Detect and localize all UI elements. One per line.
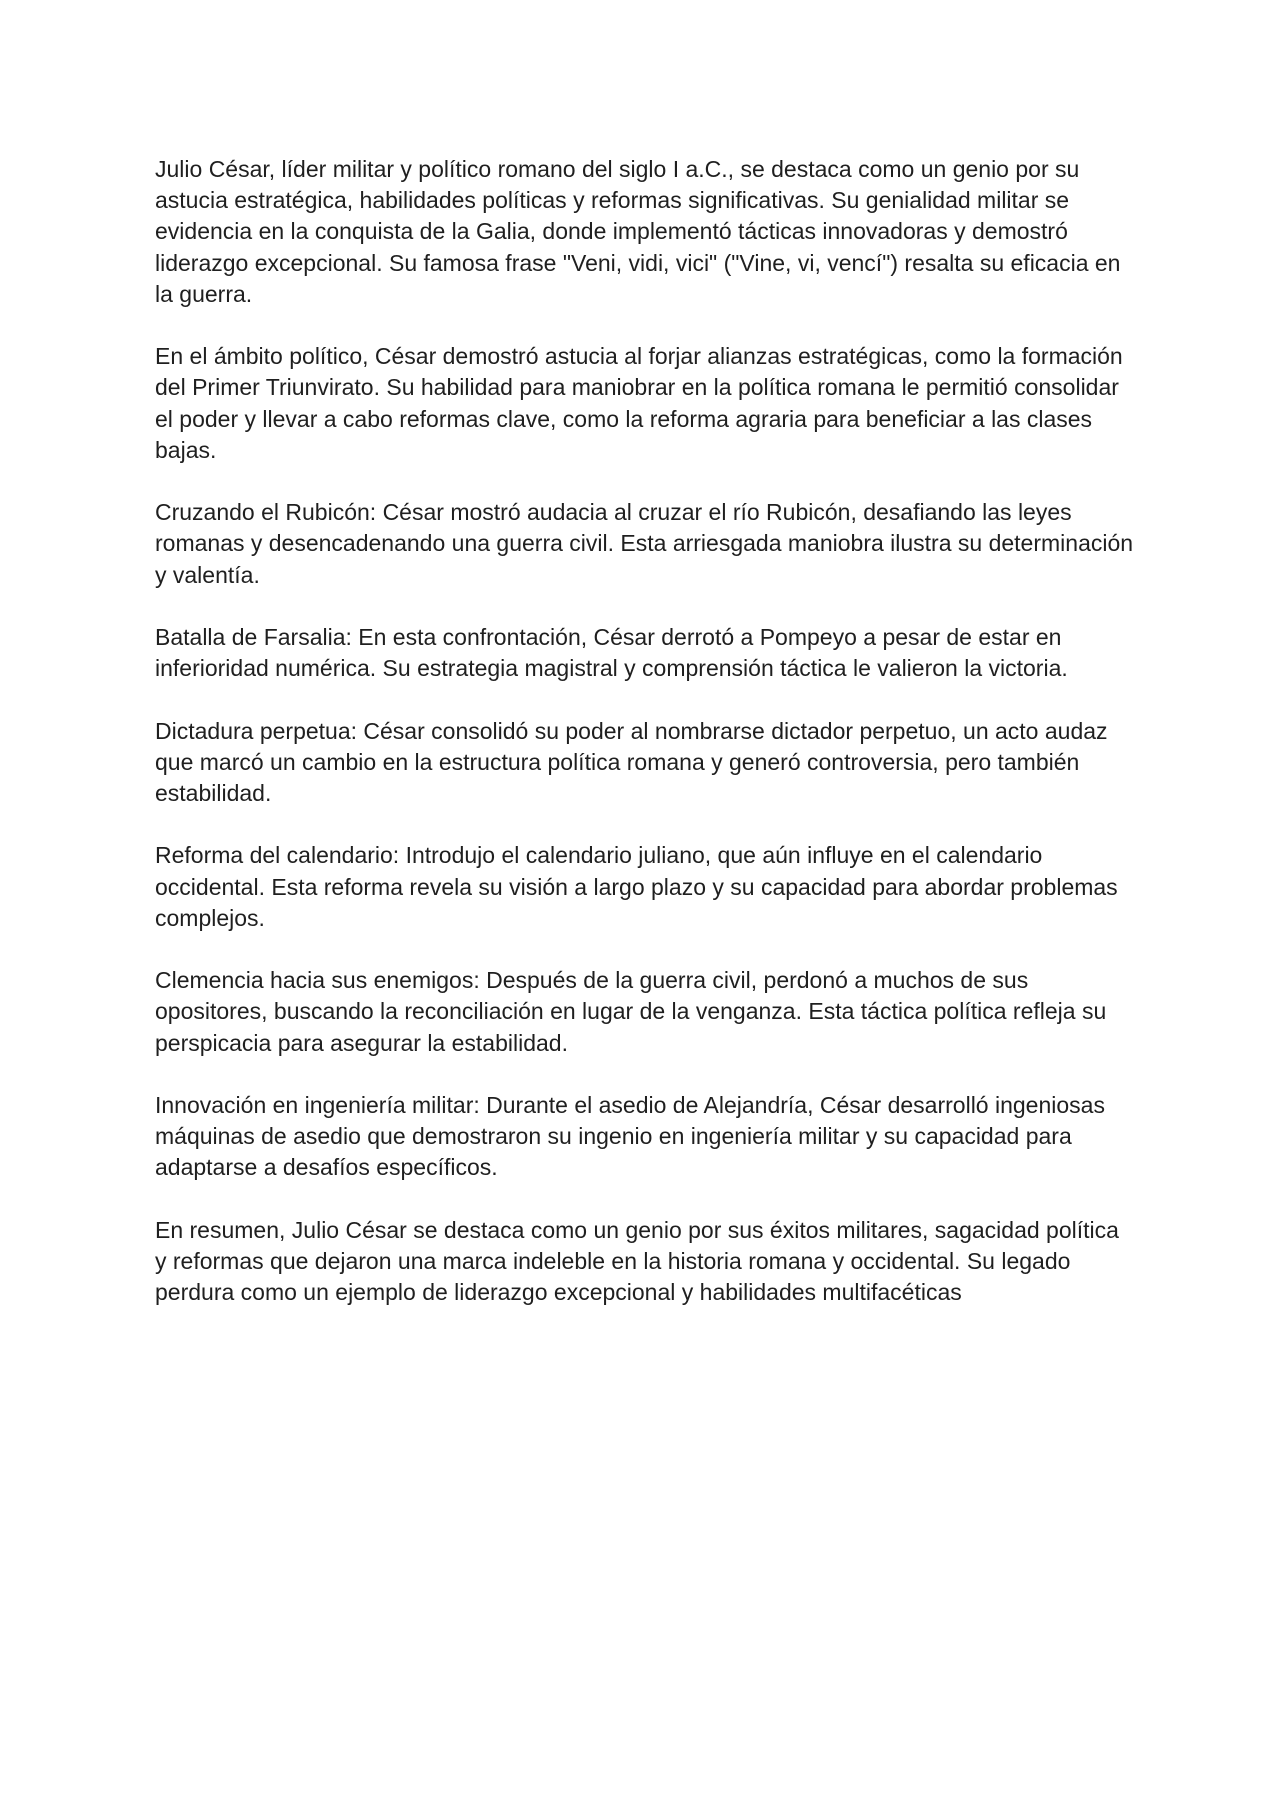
paragraph-calendar: Reforma del calendario: Introdujo el calendario juliano, que aún influye en el calendario occidental. Esta reforma revela su visión a largo plazo y su capacidad para abordar problemas complejos. [155,842,1118,931]
paragraph-summary: En resumen, Julio César se destaca como un genio por sus éxitos militares, sagacidad política y reformas que dejaron una marca indeleble en la historia romana y occidental. Su legado perdura como un ejemplo de liderazgo excepcional y habilidades multifacéticas [155,1216,1119,1306]
document-body [155,154,1135,1308]
paragraph-farsalia: Batalla de Farsalia: En esta confrontación, César derrotó a Pompeyo a pesar de estar en inferioridad numérica. Su estrategia magistral y comprensión táctica le valieron la victoria. [155,624,1068,682]
paragraph-clemency: Clemencia hacia sus enemigos: Después de la guerra civil, perdonó a muchos de sus opositores, buscando la reconciliación en lugar de la venganza. Esta táctica política refleja su perspicacia para asegurar la estabilidad. [155,967,1107,1056]
paragraph-rubicon: Cruzando el Rubicón: César mostró audacia al cruzar el río Rubicón, desafiando las leyes romanas y desencadenando una guerra civil. Esta arriesgada maniobra ilustra su determinación y valentía. [155,499,1134,588]
paragraph-intro: Julio César, líder militar y político romano del siglo I a.C., se destaca como un genio por su astucia estratégica, habilidades políticas y reformas significativas. Su genialidad militar se evidencia en la conquista de la Galia, donde implementó tácticas innovadoras y demostró liderazgo excepcional. Su famosa frase "Veni, vidi, vici" ("Vine, vi, vencí") resalta su eficacia en la guerra. [155,156,1121,307]
paragraph-dictatorship: Dictadura perpetua: César consolidó su poder al nombrarse dictador perpetuo, un acto audaz que marcó un cambio en la estructura política romana y generó controversia, pero también estabilidad. [155,717,1108,806]
paragraph-engineering: Innovación en ingeniería militar: Durante el asedio de Alejandría, César desarrolló ingeniosas máquinas de asedio que demostraron su ingenio en ingeniería militar y su capacidad para adaptarse a desafíos específicos. [155,1091,1105,1181]
paragraph-political: En el ámbito político, César demostró astucia al forjar alianzas estratégicas, como la formación del Primer Triunvirato. Su habilidad para maniobrar en la política romana le permitió consolidar el poder y llevar a cabo reformas clave, como la reforma agraria para beneficiar a las clases bajas. [155,343,1123,463]
